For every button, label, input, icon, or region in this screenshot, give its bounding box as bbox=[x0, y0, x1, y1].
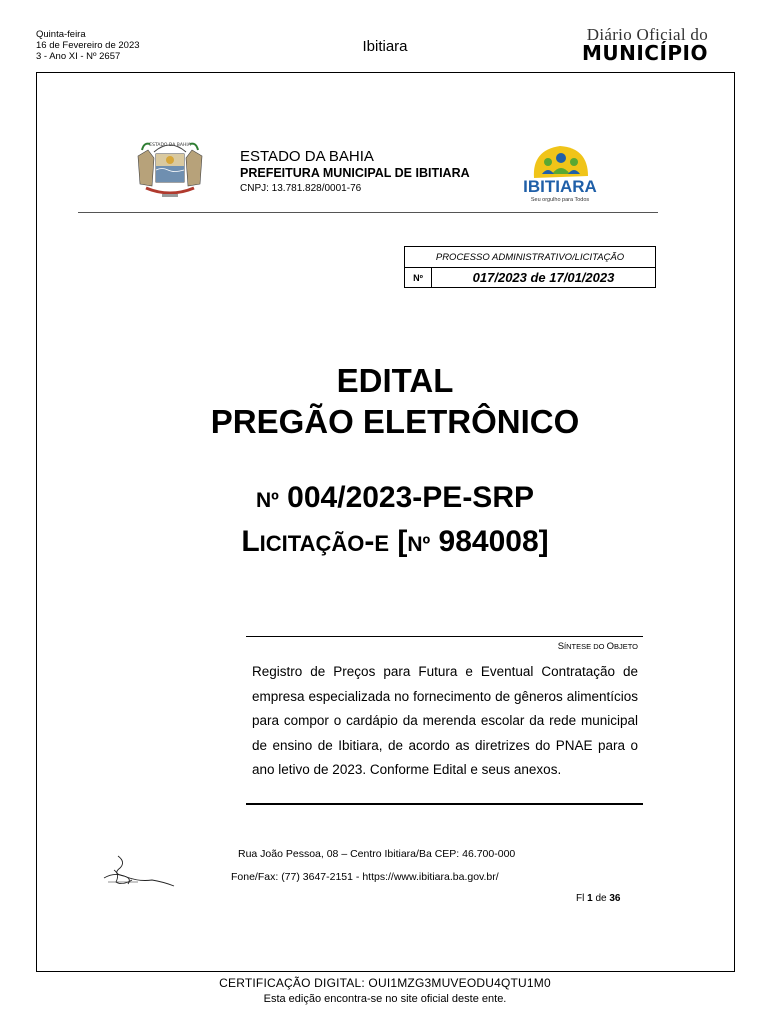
lic-initial: L bbox=[241, 525, 260, 558]
lic-rest: ICITAÇÃO bbox=[259, 531, 365, 556]
syn-s: S bbox=[557, 641, 565, 652]
brand-top: Diário Oficial do bbox=[586, 25, 708, 44]
process-no-label: Nº bbox=[405, 268, 432, 288]
syn-o: O bbox=[606, 641, 614, 652]
logo-tagline: Seu orgulho para Todos bbox=[530, 197, 590, 203]
logo-text: IBITIARA bbox=[523, 177, 597, 196]
synthesis-text: Registro de Preços para Futura e Eventual Contratação de empresa especializada no fornecimento de gêneros alimentícios para compor o cardápio da merenda escolar da rede municipal de ensino de Ibitiara, de acordo as diretrizes do PNAE para o ano letivo de 2023. Conforme Edital e seus anexos. bbox=[252, 664, 638, 777]
edition-note: Esta edição encontra-se no site oficial deste ente. bbox=[263, 993, 507, 1005]
signature-icon bbox=[98, 852, 178, 892]
lic-value: 984008] bbox=[430, 525, 549, 558]
number-prefix: Nº bbox=[256, 489, 279, 512]
synthesis-label bbox=[246, 641, 638, 652]
page-frame bbox=[36, 72, 735, 972]
footer-address: Rua João Pessoa, 08 – Centro Ibitiara/Ba CEP: 46.700-000 bbox=[238, 848, 516, 860]
page-counter bbox=[576, 893, 620, 904]
page-current: 1 bbox=[587, 893, 593, 904]
header-edition: 3 - Ano XI - Nº 2657 bbox=[36, 51, 121, 62]
diario-oficial-logo bbox=[582, 26, 708, 63]
number-value: 004/2023-PE-SRP bbox=[278, 481, 534, 514]
title-licitacao bbox=[0, 524, 770, 563]
header-city: Ibitiara bbox=[362, 38, 408, 55]
lic-e: E bbox=[374, 531, 390, 556]
lic-dash: - bbox=[364, 525, 375, 558]
state-name: ESTADO DA BAHIA bbox=[240, 148, 374, 165]
process-label: PROCESSO ADMINISTRATIVO/LICITAÇÃO bbox=[405, 247, 656, 268]
bahia-crest-icon bbox=[132, 136, 208, 200]
certification: CERTIFICAÇÃO DIGITAL: OUI1MZG3MUVEODU4QTU1M0 bbox=[219, 976, 551, 990]
header-date: 16 de Fevereiro de 2023 bbox=[36, 40, 140, 51]
page-total: 36 bbox=[609, 893, 621, 904]
prefeitura-name: PREFEITURA MUNICIPAL DE IBITIARA bbox=[240, 166, 470, 180]
ibitiara-logo-icon bbox=[516, 140, 606, 206]
title-pregao: PREGÃO ELETRÔNICO bbox=[210, 403, 580, 440]
syn-bjeto: BJETO bbox=[613, 642, 638, 651]
lic-no: Nº bbox=[407, 533, 431, 556]
lic-open: [ bbox=[389, 525, 408, 558]
footer-contact: Fone/Fax: (77) 3647-2151 - https://www.ibitiara.ba.gov.br/ bbox=[231, 871, 499, 883]
synthesis-bottom-rule bbox=[246, 803, 643, 805]
title-edital: EDITAL bbox=[336, 362, 454, 399]
synthesis-top-rule bbox=[246, 636, 643, 637]
cnpj: CNPJ: 13.781.828/0001-76 bbox=[240, 183, 362, 194]
page-prefix: Fl bbox=[576, 893, 588, 904]
syn-intese: ÍNTESE DO bbox=[564, 642, 607, 651]
brand-bottom: MUNICÍPIO bbox=[581, 41, 708, 65]
header-weekday: Quinta-feira bbox=[36, 29, 86, 40]
letterhead-rule bbox=[78, 212, 658, 213]
process-table bbox=[404, 246, 656, 288]
crest-text: ESTADO DA BAHIA bbox=[149, 143, 191, 148]
process-value: 017/2023 de 17/01/2023 bbox=[432, 268, 656, 288]
page-mid: de bbox=[592, 893, 610, 904]
title-number bbox=[0, 480, 770, 519]
